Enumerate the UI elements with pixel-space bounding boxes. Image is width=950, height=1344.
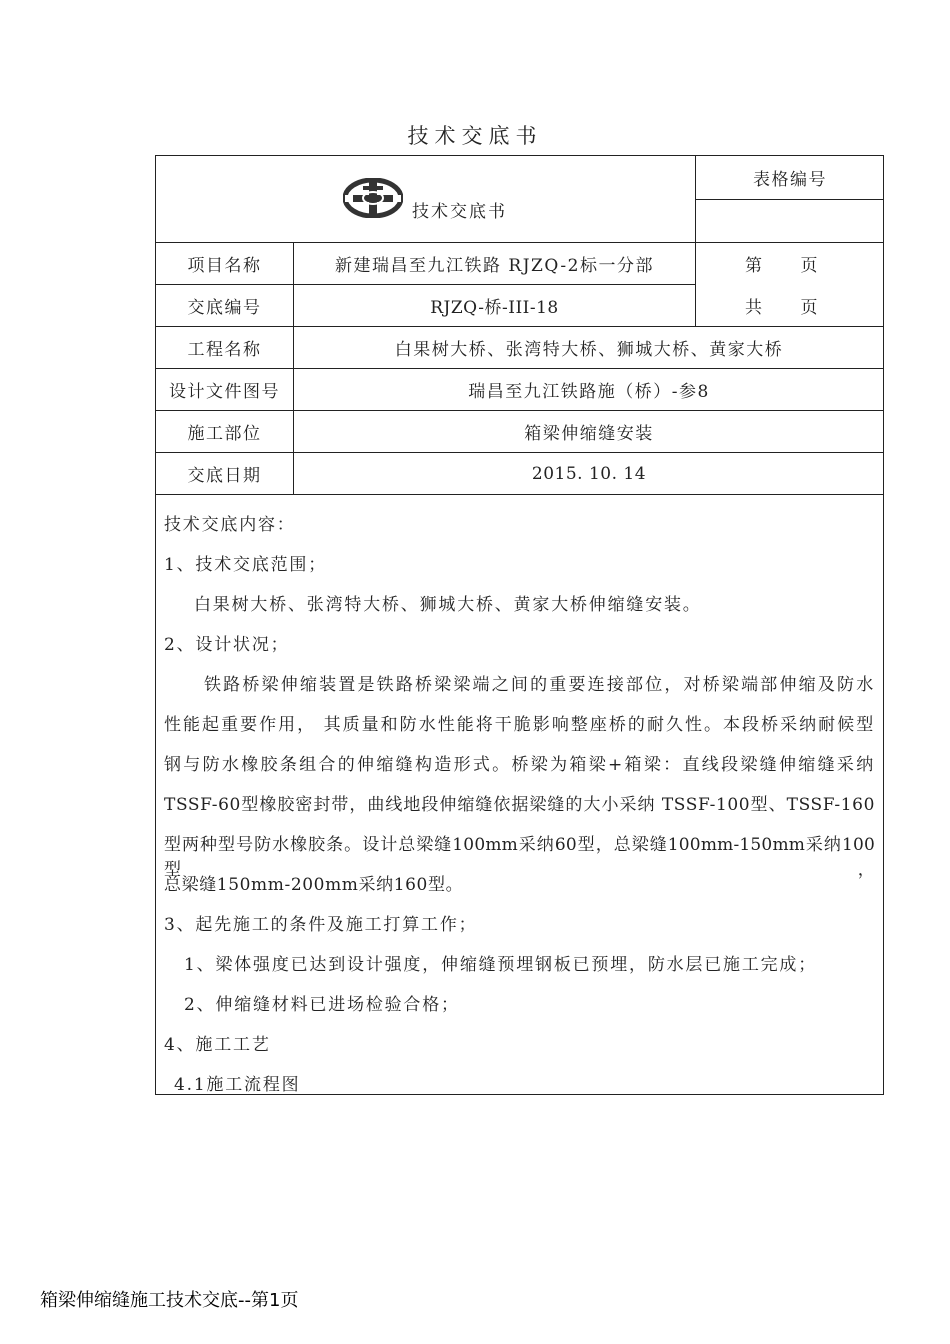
document-title: 技术交底书 xyxy=(407,124,543,148)
engineering-name-label: 工程名称 xyxy=(187,340,262,360)
page-number-label: 第 页 xyxy=(745,256,819,276)
header-title: 技术交底书 xyxy=(412,202,507,222)
section-3-item: 1、梁体强度已达到设计强度，伸缩缝预埋钢板已预埋，防水层已施工完成； xyxy=(184,955,818,975)
section-2-line: 性能起重要作用， 其质量和防水性能将干脆影响整座桥的耐久性。本段桥采纳耐候型 xyxy=(164,715,875,735)
section-2-line: 钢与防水橡胶条组合的伸缩缝构造形式。桥梁为箱梁+箱梁：直线段梁缝伸缩缝采纳 xyxy=(164,755,875,775)
section-2-line: TSSF-60型橡胶密封带，曲线地段伸缩缝依据梁缝的大小采纳 TSSF-100型、TSSF-160 xyxy=(164,795,875,815)
form-number-value xyxy=(696,200,884,242)
section-2-line: 铁路桥梁伸缩装置是铁路桥梁梁端之间的重要连接部位，对桥梁端部伸缩及防水 xyxy=(204,675,875,695)
divider xyxy=(156,494,884,495)
disclosure-date-label: 交底日期 xyxy=(187,466,262,486)
section-2-line: 型两种型号防水橡胶条。设计总梁缝100mm采纳60型，总梁缝100mm-150mm采纳100型， xyxy=(164,835,875,880)
section-3-item: 2、伸缩缝材料已进场检验合格； xyxy=(184,995,460,1015)
section-3-title: 3、起先施工的条件及施工打算工作； xyxy=(164,915,478,935)
project-name-label: 项目名称 xyxy=(187,256,262,276)
construction-part-value: 箱梁伸缩缝安装 xyxy=(524,424,654,444)
design-doc-label: 设计文件图号 xyxy=(169,382,280,402)
section-4-subtitle: 4.1施工流程图 xyxy=(174,1075,301,1095)
section-4-title: 4、施工工艺 xyxy=(164,1035,271,1055)
project-name-value: 新建瑞昌至九江铁路 RJZQ-2标一分部 xyxy=(335,256,654,276)
section-1-title: 1、技术交底范围； xyxy=(164,555,328,575)
engineering-name-value: 白果树大桥、张湾特大桥、狮城大桥、黄家大桥 xyxy=(394,340,784,360)
section-2-line: 总梁缝150mm-200mm采纳160型。 xyxy=(164,875,464,895)
section-1-body: 白果树大桥、张湾特大桥、狮城大桥、黄家大桥伸缩缝安装。 xyxy=(194,595,702,615)
disclosure-form xyxy=(155,155,884,1095)
content-heading: 技术交底内容： xyxy=(164,515,296,535)
disclosure-number-label: 交底编号 xyxy=(187,298,262,318)
disclosure-date-value: 2015. 10. 14 xyxy=(531,463,647,484)
construction-part-label: 施工部位 xyxy=(187,424,262,444)
form-number-label: 表格编号 xyxy=(753,170,827,190)
disclosure-number-value: RJZQ-桥-III-18 xyxy=(430,298,559,318)
total-pages-label: 共 页 xyxy=(745,298,819,318)
page-footer: 箱梁伸缩缝施工技术交底--第1页 xyxy=(40,1290,299,1311)
section-2-title: 2、设计状况； xyxy=(164,635,290,655)
design-doc-value: 瑞昌至九江铁路施（桥）-参8 xyxy=(468,382,710,402)
company-logo-icon xyxy=(343,178,403,218)
